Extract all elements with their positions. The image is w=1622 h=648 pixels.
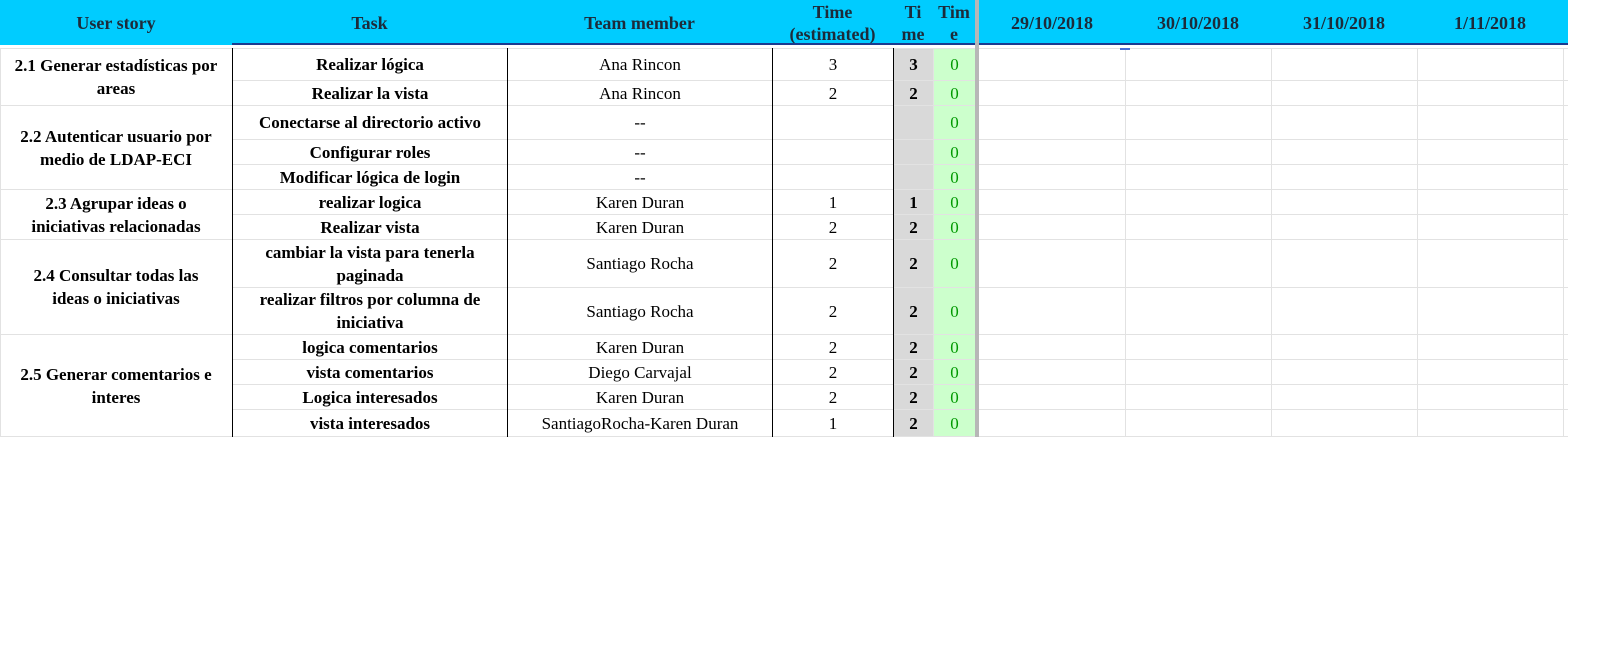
user-story-cell[interactable]: 2.1 Generar estadísticas por areas xyxy=(14,56,218,98)
real-cell[interactable] xyxy=(894,106,933,139)
real-cell[interactable]: 2 xyxy=(909,217,918,237)
estimated-cell[interactable] xyxy=(773,106,893,139)
estimated-cell[interactable]: 1 xyxy=(828,413,838,433)
user-story-cell[interactable]: 2.2 Autenticar usuario por medio de LDAP-ECI xyxy=(20,126,212,169)
real-cell[interactable]: 2 xyxy=(909,83,918,103)
remaining-cell[interactable]: 0 xyxy=(950,387,959,407)
task-cell[interactable]: Logica interesados xyxy=(302,387,438,407)
real-cell[interactable]: 2 xyxy=(909,362,918,382)
remaining-cell[interactable]: 0 xyxy=(950,113,959,132)
remaining-cell[interactable]: 0 xyxy=(950,192,959,212)
member-cell[interactable]: -- xyxy=(634,167,646,187)
estimated-cell[interactable]: 2 xyxy=(828,337,838,357)
remaining-cell[interactable]: 0 xyxy=(950,55,959,74)
member-cell[interactable]: Santiago Rocha xyxy=(586,301,694,321)
real-cell[interactable]: 2 xyxy=(909,413,918,433)
task-cell[interactable]: Realizar vista xyxy=(320,217,420,237)
remaining-cell[interactable]: 0 xyxy=(950,362,959,382)
header-time-real[interactable]: Ti me xyxy=(901,1,925,44)
member-cell[interactable]: SantiagoRocha-Karen Duran xyxy=(541,413,739,433)
task-cell[interactable]: Configurar roles xyxy=(309,142,431,162)
header-date-3[interactable]: 31/10/2018 xyxy=(1302,12,1385,33)
member-cell[interactable]: Diego Carvajal xyxy=(588,362,692,382)
remaining-cell[interactable]: 0 xyxy=(950,167,959,187)
member-cell[interactable]: Karen Duran xyxy=(595,387,685,407)
estimated-cell[interactable]: 2 xyxy=(828,83,838,103)
header-underline xyxy=(232,43,975,45)
user-story-cell[interactable]: 2.3 Agrupar ideas o iniciativas relacionadas xyxy=(31,193,201,236)
grid-line xyxy=(1417,48,1418,437)
member-cell[interactable]: Ana Rincon xyxy=(599,83,681,103)
member-cell[interactable]: Karen Duran xyxy=(595,192,685,212)
header-left xyxy=(0,0,975,45)
real-cell[interactable]: 2 xyxy=(909,337,918,357)
task-cell[interactable]: Realizar la vista xyxy=(311,83,429,103)
grid-line xyxy=(1271,48,1272,437)
task-cell[interactable]: Conectarse al directorio activo xyxy=(258,113,482,132)
remaining-cell[interactable]: 0 xyxy=(950,301,959,321)
member-cell[interactable]: -- xyxy=(634,113,646,132)
real-cell[interactable]: 2 xyxy=(909,254,918,273)
member-cell[interactable]: Karen Duran xyxy=(595,337,685,357)
member-cell[interactable]: -- xyxy=(634,142,646,162)
header-team-member[interactable]: Team member xyxy=(584,12,695,33)
remaining-cell[interactable]: 0 xyxy=(950,83,959,103)
estimated-cell[interactable]: 2 xyxy=(828,301,838,321)
header-date-4[interactable]: 1/11/2018 xyxy=(1453,12,1526,33)
real-cell[interactable]: 1 xyxy=(909,192,918,212)
estimated-cell[interactable]: 3 xyxy=(828,55,838,74)
remaining-cell[interactable]: 0 xyxy=(950,217,959,237)
header-time-remaining[interactable]: Tim e xyxy=(938,1,970,44)
estimated-cell[interactable]: 2 xyxy=(828,254,838,273)
header-right xyxy=(979,0,1568,45)
user-story-cell[interactable]: 2.5 Generar comentarios e interes xyxy=(20,364,212,407)
real-cell[interactable]: 3 xyxy=(909,55,918,74)
header-time-estimated[interactable]: Time (estimated) xyxy=(789,1,876,44)
header-user-story[interactable]: User story xyxy=(76,12,156,33)
header-task[interactable]: Task xyxy=(351,12,388,33)
task-cell[interactable]: logica comentarios xyxy=(302,337,438,357)
real-cell[interactable]: 2 xyxy=(909,387,918,407)
remaining-cell[interactable]: 0 xyxy=(950,337,959,357)
task-cell[interactable]: Realizar lógica xyxy=(316,55,424,74)
remaining-cell[interactable]: 0 xyxy=(950,142,959,162)
remaining-cell[interactable]: 0 xyxy=(950,413,959,433)
real-cell[interactable] xyxy=(894,140,933,164)
estimated-cell[interactable]: 1 xyxy=(828,192,838,212)
frozen-column-divider[interactable] xyxy=(975,0,979,437)
grid-line xyxy=(1125,48,1126,437)
member-cell[interactable]: Ana Rincon xyxy=(599,55,681,74)
estimated-cell[interactable]: 2 xyxy=(828,362,838,382)
real-cell[interactable]: 2 xyxy=(909,301,918,321)
member-cell[interactable]: Karen Duran xyxy=(595,217,685,237)
task-cell[interactable]: realizar filtros por columna de iniciativa xyxy=(259,290,481,332)
task-cell[interactable]: realizar logica xyxy=(318,192,422,212)
estimated-cell[interactable] xyxy=(773,165,893,189)
header-date-2[interactable]: 30/10/2018 xyxy=(1156,12,1239,33)
member-cell[interactable]: Santiago Rocha xyxy=(586,254,694,273)
estimated-cell[interactable]: 2 xyxy=(828,387,838,407)
header-date-1[interactable]: 29/10/2018 xyxy=(1010,12,1093,33)
remaining-cell[interactable]: 0 xyxy=(950,254,959,273)
grid-line xyxy=(0,436,1568,437)
estimated-cell[interactable] xyxy=(773,140,893,164)
task-cell[interactable]: vista interesados xyxy=(309,413,431,433)
selection-indicator xyxy=(1120,48,1130,50)
header-underline-right xyxy=(979,43,1568,45)
task-cell[interactable]: vista comentarios xyxy=(306,362,434,382)
estimated-cell[interactable]: 2 xyxy=(828,217,838,237)
user-story-cell[interactable]: 2.4 Consultar todas las ideas o iniciativas xyxy=(33,266,199,308)
real-cell[interactable] xyxy=(894,165,933,189)
grid-line xyxy=(1563,48,1564,437)
task-cell[interactable]: Modificar lógica de login xyxy=(279,167,461,187)
task-cell[interactable]: cambiar la vista para tenerla paginada xyxy=(265,242,475,285)
